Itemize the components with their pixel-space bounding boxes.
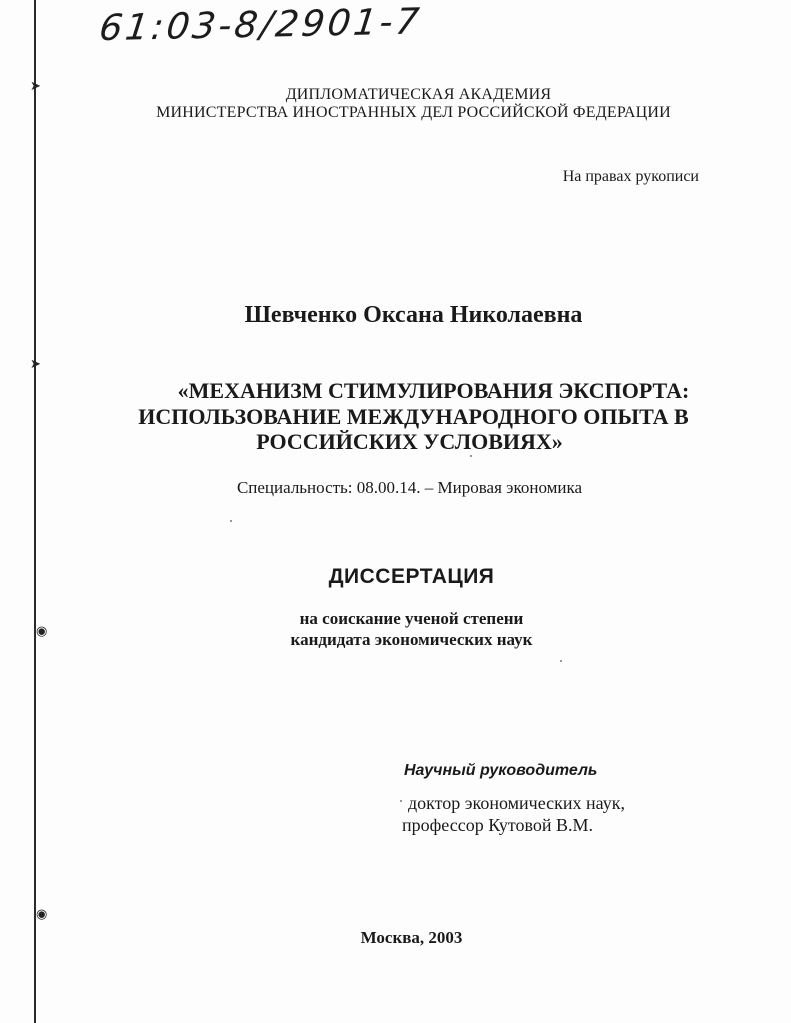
supervisor-name: профессор Кутовой В.М. xyxy=(402,815,594,835)
supervisor-label: Научный руководитель xyxy=(404,762,598,779)
binding-arrow-icon: ➤ xyxy=(30,357,41,372)
binding-circle-icon: ◉ xyxy=(36,907,48,922)
binding-circle-icon: ◉ xyxy=(36,624,48,639)
city-year: Москва, 2003 xyxy=(360,928,463,947)
degree-line-2: кандидата экономических наук xyxy=(290,630,533,649)
author-name: Шевченко Оксана Николаевна xyxy=(244,302,583,328)
degree-line-1: на соискание ученой степени xyxy=(299,609,524,628)
dissertation-title-line-2: ИСПОЛЬЗОВАНИЕ МЕЖДУНАРОДНОГО ОПЫТА В xyxy=(138,404,689,429)
scan-speck xyxy=(470,455,472,457)
scan-speck xyxy=(560,660,562,662)
supervisor-degree: доктор экономических наук, xyxy=(408,793,625,813)
organization-name: ДИПЛОМАТИЧЕСКАЯ АКАДЕМИЯ xyxy=(285,86,552,103)
document-type-heading: ДИССЕРТАЦИЯ xyxy=(328,565,495,588)
binding-edge xyxy=(34,0,36,1023)
dissertation-title-line-1: «МЕХАНИЗМ СТИМУЛИРОВАНИЯ ЭКСПОРТА: xyxy=(177,378,690,403)
manuscript-rights-note: На правах рукописи xyxy=(562,168,699,185)
handwritten-catalog-code: 61:03-8/2901-7 xyxy=(97,1,425,50)
binding-arrow-icon: ➤ xyxy=(30,79,41,94)
dissertation-title-line-3: РОССИЙСКИХ УСЛОВИЯХ» xyxy=(256,429,563,454)
specialty: Специальность: 08.00.14. – Мировая экономика xyxy=(236,478,583,497)
scan-speck xyxy=(230,520,232,522)
organization-ministry: МИНИСТЕРСТВА ИНОСТРАННЫХ ДЕЛ РОССИЙСКОЙ ФЕДЕРАЦИИ xyxy=(156,104,671,121)
scan-speck xyxy=(400,800,402,802)
